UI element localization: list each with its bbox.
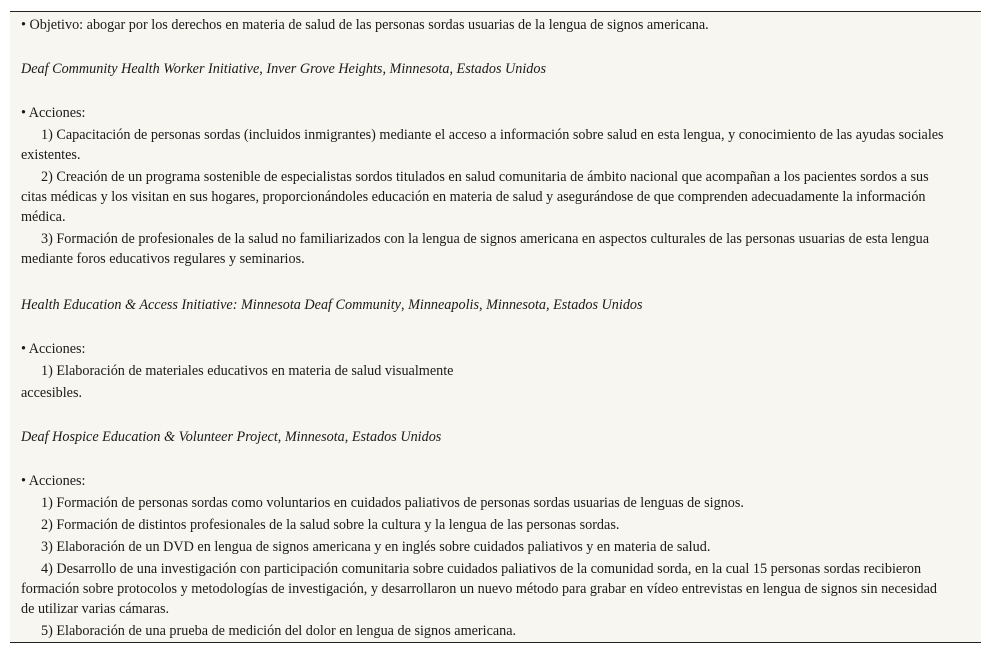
action-item: 3) Elaboración de un DVD en lengua de signos americana y en inglés sobre cuidados paliativos y en materia de salud. <box>41 539 711 555</box>
org-name: Health Education & Access Initiative: Minnesota Deaf Community <box>21 297 401 313</box>
org-location: Minneapolis, Minnesota, Estados Unidos <box>408 297 643 313</box>
org-heading: Deaf Hospice Education & Volunteer Project, Minnesota, Estados Unidos <box>21 429 442 445</box>
action-item: 4) Desarrollo de una investigación con participación comunitaria sobre cuidados paliativos de la comunidad sorda, en la cual 15 personas sordas recibieron formación sobre protocolos y metodologías de investigación, y desarrollaron un nuevo método para grabar en vídeo entrevistas en lengua de signos sin necesidad de utilizar varias cámaras. <box>21 561 938 617</box>
org-heading: Health Education & Access Initiative: Minnesota Deaf Community, Minneapolis, Minnesota, Estados Unidos <box>21 297 643 313</box>
action-item-continuation: accesibles. <box>21 385 83 401</box>
org-location: Minnesota, Estados Unidos <box>284 429 442 445</box>
action-item: 2) Formación de distintos profesionales de la salud sobre la cultura y la lengua de las personas sordas. <box>41 517 620 533</box>
org-name: Deaf Hospice Education & Volunteer Project <box>21 429 278 445</box>
org-heading: Deaf Community Health Worker Initiative, Inver Grove Heights, Minnesota, Estados Unidos <box>21 61 547 77</box>
org-name: Deaf Community Health Worker Initiative <box>21 61 260 77</box>
actions-label: • Acciones: <box>21 105 86 121</box>
objective-text: • Objetivo: abogar por los derechos en materia de salud de las personas sordas usuarias de la lengua de signos americana. <box>21 17 709 33</box>
action-item: 1) Capacitación de personas sordas (incluidos inmigrantes) mediante el acceso a información sobre salud en esta lengua, y conocimiento de las ayudas sociales existentes. <box>21 127 944 163</box>
document-panel <box>10 11 981 643</box>
org-location: Inver Grove Heights, Minnesota, Estados Unidos <box>266 61 547 77</box>
action-item: 2) Creación de un programa sostenible de especialistas sordos titulados en salud comunitaria de ámbito nacional que acompañan a los pacientes sordos a sus citas médicas y los visitan en sus hogares, proporcionándoles educación en materia de salud y asegurándose de que comprenden adecuadamente la información médica. <box>21 169 929 225</box>
actions-label: • Acciones: <box>21 341 86 357</box>
action-item: 3) Formación de profesionales de la salud no familiarizados con la lengua de signos americana en aspectos culturales de las personas usuarias de esta lengua mediante foros educativos regulares y seminarios. <box>21 231 929 267</box>
action-item: 1) Elaboración de materiales educativos en materia de salud visualmente <box>41 363 454 379</box>
action-item: 1) Formación de personas sordas como voluntarios en cuidados paliativos de personas sordas usuarias de lenguas de signos. <box>41 495 744 511</box>
actions-label: • Acciones: <box>21 473 86 489</box>
document-content <box>21 15 953 643</box>
action-item: 5) Elaboración de una prueba de medición del dolor en lengua de signos americana. <box>41 623 517 639</box>
